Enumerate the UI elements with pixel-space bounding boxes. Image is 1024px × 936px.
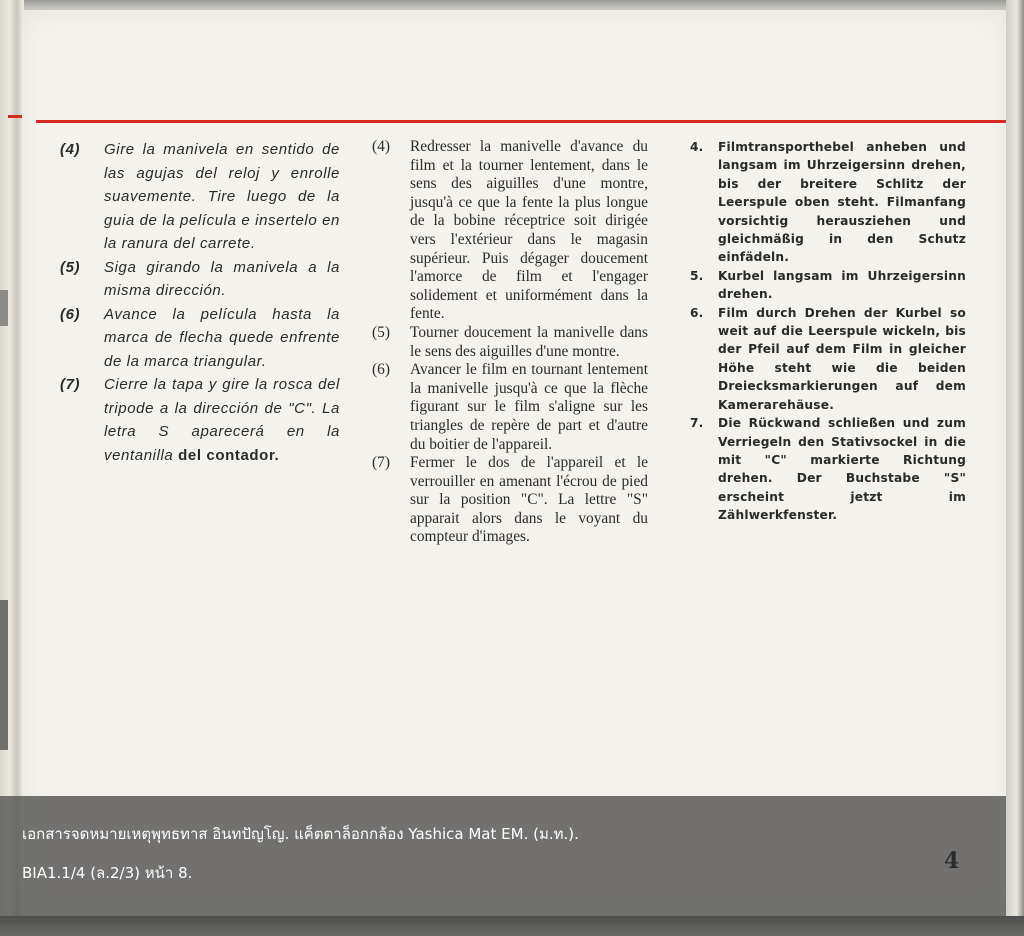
red-rule-stub xyxy=(8,115,22,118)
step-number: (6) xyxy=(372,361,390,379)
german-instructions xyxy=(690,138,966,525)
step-text: Cierre la tapa y gire la rosca del tripode a la dirección de "C". La letra S aparecerá en la ventanilla xyxy=(104,376,340,464)
list-item xyxy=(60,256,340,303)
step-number: (6) xyxy=(60,305,81,323)
list-item xyxy=(60,303,340,374)
step-text: Avance la película hasta la marca de flecha quede enfrente de la marca triangular. xyxy=(104,305,340,370)
step-number: (5) xyxy=(372,323,390,341)
step-number: (7) xyxy=(60,376,81,393)
step-text: Kurbel langsam im Uhrzeigersinn drehen. xyxy=(718,268,966,302)
page-right-edge xyxy=(1006,0,1024,936)
binding-mark xyxy=(0,290,8,326)
step-text: Gire la manivela en sentido de las agujas del reloj y enrolle suavemente. Tire luego de la guia de la película e insertelo en la ranura del carrete. xyxy=(104,141,340,252)
list-item xyxy=(690,304,966,414)
scan-bottom-edge xyxy=(0,916,1024,936)
french-instructions xyxy=(372,138,648,547)
archive-caption-reference: BIA1.1/4 (ล.2/3) หน้า 8. xyxy=(22,864,193,882)
step-text: Film durch Drehen der Kurbel so weit auf die Leerspule wickeln, bis der Pfeil auf dem Film in gleicher Höhe steht wie die beiden Dreiecksmarkierungen auf dem Kamerагehäuse. xyxy=(718,305,966,412)
step-text: Filmtransporthebel anheben und langsam im Uhrzeigersinn drehen, bis der breitere Schlitz der Leerspule oben steht. Filmanfang vorsichtig herausziehen und gleichmäßig in den Schutz einfädeln. xyxy=(718,140,966,265)
step-number: 5. xyxy=(690,268,704,283)
step-text: Tourner doucement la manivelle dans le sens des aiguilles d'une montre. xyxy=(410,323,648,360)
archive-caption-title: เอกสารจดหมายเหตุพุทธทาส อินทปัญโญ. แค็ตตาล็อกกล้อง Yashica Mat EM. (ม.ท.). xyxy=(22,825,579,843)
step-number: (5) xyxy=(60,258,81,276)
list-item xyxy=(372,138,648,324)
step-text: Siga girando la manivela a la misma dirección. xyxy=(104,258,340,299)
step-number: (4) xyxy=(60,141,81,158)
step-text-wrapper xyxy=(104,373,340,467)
list-item xyxy=(372,454,648,547)
list-item xyxy=(372,324,648,361)
step-number: 6. xyxy=(690,305,704,320)
step-text: Die Rückwand schließen und zum Verriegeln den Stativsockel in die mit "C" markierte Richtung drehen. Der Buchstabe "S" erscheint jetzt im Zählwerkfenster. xyxy=(718,416,966,523)
step-number: (4) xyxy=(372,138,390,155)
step-number: 4. xyxy=(690,140,704,154)
list-item xyxy=(690,414,966,524)
step-text: Avancer le film en tournant lentement la manivelle jusqu'à ce que la flèche figurant sur le film s'aligne sur les triangles de repère de part et d'autre du boitier de l'appareil. xyxy=(410,361,648,453)
step-number: (7) xyxy=(372,454,390,472)
step-text: Redresser la manivelle d'avance du film et la tourner lentement, dans le sens des aiguilles d'une montre, jusqu'à ce que la fente la plus longue de la bobine réceptrice soit dirigée vers l'extérieur dans le magasin supérieur. Puis dégager doucement l'amorce de film et l'engager solidement et uniformément dans la fente. xyxy=(410,138,648,323)
spanish-instructions xyxy=(60,138,340,467)
binding-mark xyxy=(0,600,8,750)
list-item xyxy=(690,267,966,304)
step-text-end: del contador. xyxy=(178,446,280,464)
archive-caption-bar xyxy=(0,796,1006,916)
list-item xyxy=(372,361,648,454)
red-rule xyxy=(36,120,1006,123)
list-item xyxy=(690,138,966,267)
step-number: 7. xyxy=(690,416,704,431)
step-text: Fermer le dos de l'appareil et le verrouiller en amenant l'écrou de pied sur la position "C". La lettre "S" apparait alors dans le voyant du compteur d'images. xyxy=(410,454,648,546)
list-item xyxy=(60,373,340,467)
list-item xyxy=(60,138,340,256)
page-number: 4 xyxy=(944,848,960,874)
